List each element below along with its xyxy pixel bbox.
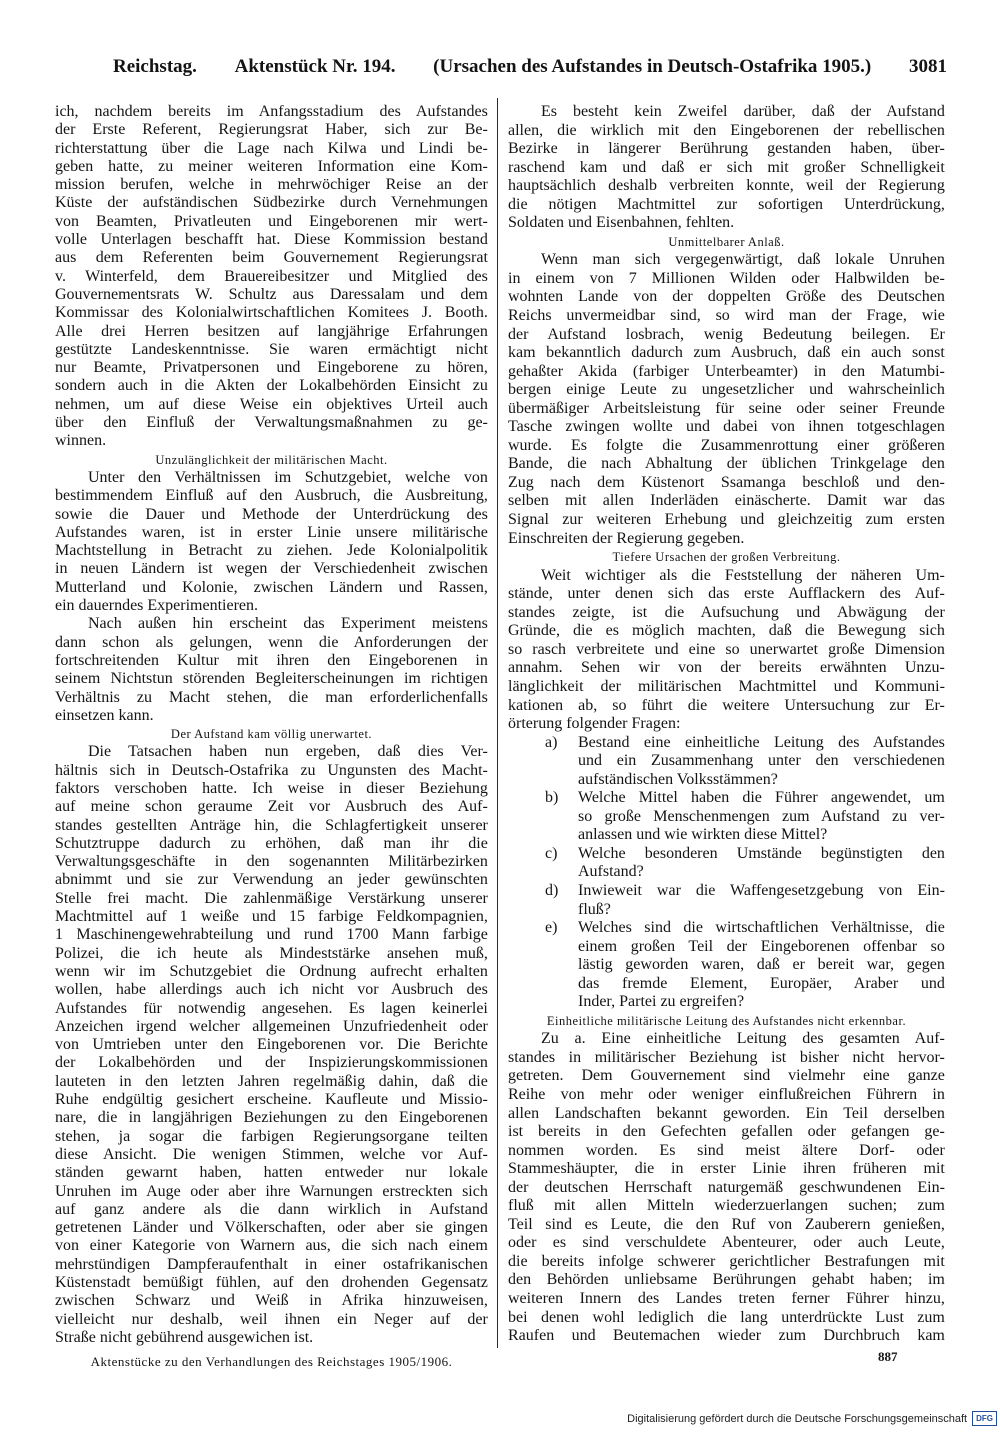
line-text: nommen worden. Es sind meist ältere Dorf- oder bbox=[508, 1141, 945, 1159]
section-heading: Einheitliche militärische Leitung des Aufstandes nicht erkennbar. bbox=[546, 1013, 907, 1028]
text-line bbox=[55, 798, 488, 816]
text-line bbox=[508, 938, 945, 957]
text-line bbox=[55, 1219, 488, 1237]
line-text: das fremde Element, Europäer, Araber und bbox=[578, 974, 945, 992]
line-text: Alle drei Herren besitzen auf langjährige Erfahrungen bbox=[55, 322, 488, 340]
text-line bbox=[508, 789, 945, 808]
text-line bbox=[508, 418, 945, 437]
running-title: Reichstag. bbox=[113, 56, 197, 77]
line-text: Zu a. Eine einheitliche Leitung des gesamten Auf- bbox=[541, 1030, 945, 1048]
text-line bbox=[55, 981, 488, 999]
running-header bbox=[113, 54, 947, 80]
line-text: sondern auch in die Akten der Lokalbehörden Einsicht zu bbox=[55, 377, 488, 395]
line-text: Nach außen hin erscheint das Experiment meistens bbox=[88, 615, 488, 633]
text-line bbox=[55, 506, 488, 524]
line-text: volle Unterlagen beschafft hat. Diese Kommission bestand bbox=[55, 231, 488, 249]
line-text: und ein Zusammenhang unter den verschiedenen bbox=[578, 752, 945, 770]
text-line bbox=[508, 307, 945, 326]
text-line bbox=[55, 1091, 488, 1109]
text-line bbox=[55, 1329, 488, 1347]
text-line bbox=[508, 956, 945, 975]
line-text: einsetzen kann. bbox=[55, 706, 154, 724]
text-line bbox=[508, 492, 945, 511]
text-line bbox=[55, 835, 488, 853]
text-line bbox=[508, 1197, 945, 1216]
text-line bbox=[508, 1327, 945, 1346]
document-number: Aktenstück Nr. 194. bbox=[234, 56, 396, 77]
text-line bbox=[55, 323, 488, 341]
line-text: so große Menschenmengen zum Aufstand zu ver- bbox=[578, 807, 945, 825]
line-text: Schutztruppe dadurch zu erhöhen, daß man ihr die bbox=[55, 834, 488, 852]
line-text: Reichs unvermeidbar sind, so wird man der Frage, wie bbox=[508, 307, 945, 325]
text-line bbox=[55, 1109, 488, 1127]
text-line bbox=[508, 400, 945, 419]
text-line bbox=[55, 963, 488, 981]
line-text: länglichkeit der militärischen Machtmittel und Kommuni- bbox=[508, 677, 945, 695]
line-text: bei denen wohl lediglich die lang unterdrückte Lust zum bbox=[508, 1308, 945, 1326]
line-text: getreten. Dem Gouvernement sind vielmehr eine ganze bbox=[508, 1067, 945, 1085]
text-line bbox=[55, 1054, 488, 1072]
text-line bbox=[55, 853, 488, 871]
line-text: kam bekanntlich dadurch zum Ausbruch, daß ein auch sonst bbox=[508, 344, 945, 362]
line-text: stehen, ja sogar die farbigen Regierungsorgane teilten bbox=[55, 1127, 488, 1145]
digitization-credit bbox=[627, 1411, 997, 1426]
text-line bbox=[508, 734, 945, 753]
text-line bbox=[55, 743, 488, 761]
line-text: faktors verschoben hatte. Ich weise in dieser Beziehung bbox=[55, 779, 488, 797]
text-line bbox=[55, 176, 488, 194]
text-line bbox=[55, 597, 488, 615]
line-text: abnimmt und sie zur Verwendung an jeder gewünschten bbox=[55, 871, 488, 889]
text-line bbox=[508, 511, 945, 530]
text-line bbox=[508, 752, 945, 771]
line-text: kationen ab, so führt die weitere Untersuchung zur Er- bbox=[508, 696, 945, 714]
column-divider bbox=[497, 98, 498, 1348]
text-line bbox=[508, 1105, 945, 1124]
text-line bbox=[55, 670, 488, 688]
paragraph bbox=[55, 469, 488, 615]
line-text: lästig geworden waren, daß er bereit war, gegen bbox=[578, 956, 945, 974]
text-line bbox=[55, 908, 488, 926]
line-text: Anzeichen irgend welcher allgemeinen Unzufriedenheit oder bbox=[55, 1017, 488, 1035]
line-text: bestimmendem Einfluß auf den Ausbruch, die Ausbreitung, bbox=[55, 487, 488, 505]
line-text: Inwieweit war die Waffengesetzgebung von Ein- bbox=[578, 881, 945, 899]
text-line bbox=[55, 432, 488, 450]
text-line bbox=[55, 1018, 488, 1036]
question-label: b) bbox=[545, 789, 559, 807]
question-item bbox=[508, 919, 945, 1012]
line-text: nehmen, um auf diese Weise ein objektives Urteil auch bbox=[55, 395, 488, 413]
text-line bbox=[508, 214, 945, 233]
line-text: Raufen und Beutemachen wieder zum Durchbruch kam bbox=[508, 1327, 945, 1345]
text-line bbox=[508, 715, 945, 734]
line-text: Machtstellung in Betracht zu ziehen. Jede Kolonialpolitik bbox=[55, 542, 488, 560]
text-line bbox=[508, 808, 945, 827]
footer-imprint: Aktenstücke zu den Verhandlungen des Reichstages 1905/1906. bbox=[90, 1354, 453, 1369]
paragraph bbox=[55, 615, 488, 725]
text-line bbox=[508, 140, 945, 159]
line-text: Aufstand? bbox=[578, 863, 644, 881]
section-heading: Der Aufstand kam völlig unerwartet. bbox=[170, 727, 373, 742]
line-text: Welche besonderen Umstände begünstigten den bbox=[578, 844, 945, 862]
line-text: Bestand eine einheitliche Leitung des Aufstandes bbox=[578, 733, 945, 751]
text-line bbox=[508, 1234, 945, 1253]
text-line bbox=[55, 268, 488, 286]
line-text: mission berufen, welche in mehrwöchiger Reise an der bbox=[55, 176, 488, 194]
text-line bbox=[55, 707, 488, 725]
text-line bbox=[55, 1128, 488, 1146]
text-line bbox=[55, 817, 488, 835]
line-text: getretenen Länder und Völkerschaften, oder aber sie gingen bbox=[55, 1219, 488, 1237]
line-text: übermäßiger Arbeitsleistung für seine oder seiner Freunde bbox=[508, 399, 945, 417]
line-text: diese Ansicht. Die wenigen Stimmen, welche vor Auf- bbox=[55, 1145, 488, 1163]
line-text: von einer Kategorie von Warnern aus, die sich nach einem bbox=[55, 1237, 488, 1255]
page-number: 3081 bbox=[908, 56, 947, 77]
text-line bbox=[508, 326, 945, 345]
text-line bbox=[508, 604, 945, 623]
text-line bbox=[55, 286, 488, 304]
line-text: Aufstandes für notwendig angesehen. Es lagen keinerlei bbox=[55, 999, 488, 1017]
line-text: Stelle frei macht. Die zahlenmäßige Verstärkung unserer bbox=[55, 889, 488, 907]
line-text: ich, nachdem bereits im Anfangsstadium des Aufstandes bbox=[55, 103, 488, 120]
text-line bbox=[508, 122, 945, 141]
question-item bbox=[508, 845, 945, 882]
line-text: ist bereits in den Gefechten gefallen oder gefangen ge- bbox=[508, 1123, 945, 1141]
text-line bbox=[55, 1311, 488, 1329]
line-text: standes zeigte, ist die Aufsuchung und Abwägung der bbox=[508, 603, 945, 621]
text-line bbox=[508, 622, 945, 641]
text-line bbox=[55, 231, 488, 249]
left-column bbox=[55, 103, 488, 1347]
line-text: Unruhen im Auge oder aber ihre Warnungen erstreckten sich bbox=[55, 1182, 488, 1200]
line-text: der Lokalbehörden und der Inspizierungskommissionen bbox=[55, 1054, 488, 1072]
line-text: in neuen Ländern ist wegen der Verschiedenheit zwischen bbox=[55, 560, 488, 578]
line-text: Polizei, die ich heute als Mindeststärke ansehen muß, bbox=[55, 944, 488, 962]
paragraph bbox=[508, 103, 945, 233]
section-heading: Unmittelbarer Anlaß. bbox=[668, 234, 785, 249]
text-line bbox=[508, 159, 945, 178]
line-text: Es besteht kein Zweifel darüber, daß der Aufstand bbox=[541, 103, 945, 120]
text-line bbox=[508, 901, 945, 920]
text-line bbox=[508, 1253, 945, 1272]
text-line bbox=[508, 993, 945, 1012]
text-line bbox=[55, 579, 488, 597]
text-line bbox=[508, 863, 945, 882]
line-text: Soldaten und Eisenbahnen, fehlten. bbox=[508, 214, 735, 232]
line-text: Bande, die nach Abhaltung der üblichen Trinkgelage den bbox=[508, 455, 945, 473]
text-line bbox=[55, 780, 488, 798]
line-text: lauteten in den letzten Jahren regelmäßig dahin, daß die bbox=[55, 1072, 488, 1090]
question-label: a) bbox=[545, 733, 558, 751]
line-text: vielleicht nur deshalb, weil ihnen ein Neger auf der bbox=[55, 1310, 488, 1328]
text-line bbox=[508, 344, 945, 363]
line-text: Gründe, die es möglich machten, daß die Bewegung sich bbox=[508, 622, 945, 640]
line-text: Inder, Partei zu ergreifen? bbox=[578, 993, 745, 1011]
line-text: einem großen Teil der Eingeborenen offenbar so bbox=[578, 937, 945, 955]
line-text: der deutschen Herrschaft naturgemäß geschwundenen Ein- bbox=[508, 1178, 945, 1196]
text-line bbox=[508, 270, 945, 289]
line-text: wurde. Es folgte die Zusammenrottung einer größeren bbox=[508, 436, 945, 454]
text-line bbox=[508, 771, 945, 790]
line-text: wollen, habe allerdings auch ich nicht vor Ausbruch des bbox=[55, 981, 488, 999]
line-text: Mutterland und Kolonie, zwischen Ländern und Rassen, bbox=[55, 578, 488, 596]
line-text: richterstattung über die Lage nach Kilwa und Lindi be- bbox=[55, 139, 488, 157]
text-line bbox=[55, 1274, 488, 1292]
line-text: Verwaltungsgeschäfte in den sogenannten Militärbezirken bbox=[55, 853, 488, 871]
question-label: e) bbox=[545, 919, 558, 937]
text-line bbox=[508, 697, 945, 716]
paragraph bbox=[508, 1030, 945, 1345]
line-text: Welche Mittel haben die Führer angewendet, um bbox=[578, 789, 945, 807]
line-text: den Behörden unliebsame Berührungen gehabt haben; im bbox=[508, 1271, 945, 1289]
text-line bbox=[55, 945, 488, 963]
text-line bbox=[55, 871, 488, 889]
text-line bbox=[55, 1146, 488, 1164]
text-line bbox=[55, 213, 488, 231]
line-text: von Umtrieben unter den Eingeborenen vor. Die Berichte bbox=[55, 1036, 488, 1054]
line-text: v. Winterfeld, dem Brauereibesitzer und Mitglied des bbox=[55, 267, 488, 285]
line-text: weiteren Innern des Landes treten ferner Führer hinzu, bbox=[508, 1290, 945, 1307]
text-line bbox=[508, 1049, 945, 1068]
text-line bbox=[55, 121, 488, 139]
text-line bbox=[55, 140, 488, 158]
paragraph bbox=[55, 743, 488, 1347]
line-text: auf ganz andere als die dann wirklich in Aufstand bbox=[55, 1200, 488, 1218]
question-label: d) bbox=[545, 881, 559, 899]
text-line bbox=[55, 926, 488, 944]
text-line bbox=[508, 1030, 945, 1049]
question-item bbox=[508, 882, 945, 919]
text-line bbox=[55, 1201, 488, 1219]
text-line bbox=[55, 341, 488, 359]
text-line bbox=[508, 882, 945, 901]
text-line bbox=[508, 678, 945, 697]
text-line bbox=[508, 1271, 945, 1290]
text-line bbox=[508, 437, 945, 456]
text-line bbox=[508, 845, 945, 864]
line-text: über den Einfluß der Verwaltungsmaßnahmen zu ge- bbox=[55, 414, 488, 432]
line-text: aufständischen Volksstämmen? bbox=[578, 770, 778, 788]
text-line bbox=[508, 1067, 945, 1086]
text-line bbox=[55, 487, 488, 505]
line-text: Welches sind die wirtschaftlichen Verhältnisse, die bbox=[578, 919, 945, 937]
line-text: Reihe von mehr oder weniger einflußreichen Führern in bbox=[508, 1085, 945, 1103]
text-line bbox=[55, 634, 488, 652]
text-line bbox=[55, 762, 488, 780]
question-list bbox=[508, 734, 945, 1012]
line-text: sowie die Dauer und Methode der Unterdrückung des bbox=[55, 505, 488, 523]
line-text: Tasche zwingen wollte und dabei von ihnen totgeschlagen bbox=[508, 418, 945, 436]
line-text: nur Beamte, Privatpersonen und Eingeborene zu hören, bbox=[55, 359, 488, 377]
question-item bbox=[508, 789, 945, 845]
line-text: Zug nach dem Küstenort Ssamanga beschloß und den- bbox=[508, 473, 945, 491]
text-line bbox=[55, 194, 488, 212]
line-text: allen Landschaften bekannt geworden. Ein Teil derselben bbox=[508, 1104, 945, 1122]
question-label: c) bbox=[545, 844, 558, 862]
text-line bbox=[508, 363, 945, 382]
line-text: ein dauerndes Experimentieren. bbox=[55, 597, 259, 615]
line-text: Unter den Verhältnissen im Schutzgebiet, welche von bbox=[88, 468, 488, 486]
text-line bbox=[508, 659, 945, 678]
text-line bbox=[508, 975, 945, 994]
line-text: wenn wir im Schutzgebiet die Ordnung aufrecht erhalten bbox=[55, 962, 488, 980]
text-line bbox=[55, 890, 488, 908]
line-text: annahm. Sehen wir von der bereits erwähnten Unzu- bbox=[508, 659, 945, 677]
line-text: gestützte Landeskenntnisse. Sie waren ermächtigt nicht bbox=[55, 340, 488, 358]
line-text: selben mit allen Inderläden einäscherte. Damit war das bbox=[508, 492, 945, 510]
line-text: ständen gewarnt haben, hatten entweder nur lokale bbox=[55, 1164, 488, 1182]
line-text: Signal zur weiteren Erhebung und gleichzeitig zum ersten bbox=[508, 511, 945, 529]
text-line bbox=[508, 1086, 945, 1105]
text-line bbox=[55, 469, 488, 487]
line-text: örterung folgender Fragen: bbox=[508, 715, 681, 733]
text-line bbox=[508, 177, 945, 196]
paragraph bbox=[55, 103, 488, 451]
question-item bbox=[508, 734, 945, 790]
text-line bbox=[55, 377, 488, 395]
text-line bbox=[55, 524, 488, 542]
line-text: Bezirke in längerer Berührung gestanden haben, über- bbox=[508, 140, 945, 158]
text-line bbox=[508, 1216, 945, 1235]
text-line bbox=[508, 530, 945, 549]
sheet-number: 887 bbox=[878, 1349, 898, 1364]
line-text: 1 Maschinengewehrabteilung und rund 1700 Mann farbige bbox=[55, 926, 488, 944]
text-line bbox=[55, 304, 488, 322]
paragraph bbox=[508, 251, 945, 548]
line-text: oder es sind verschuldete Abenteurer, oder auch Leute, bbox=[508, 1234, 945, 1252]
text-line bbox=[55, 1164, 488, 1182]
line-text: allen, die wirklich mit den Eingeborenen der rebellischen bbox=[508, 121, 945, 139]
text-line bbox=[508, 455, 945, 474]
line-text: von Beamten, Privatleuten und Eingeborenen mir wert- bbox=[55, 212, 488, 230]
text-line bbox=[55, 615, 488, 633]
line-text: Weit wichtiger als die Feststellung der näheren Um- bbox=[541, 566, 945, 584]
line-text: Kommissar des Kolonialwirtschaftlichen Komitees J. Booth. bbox=[55, 304, 488, 322]
line-text: Straße nicht gebührend ausgewichen ist. bbox=[55, 1328, 314, 1346]
paragraph bbox=[508, 567, 945, 734]
text-line bbox=[508, 474, 945, 493]
line-text: Teil sind es Leute, die den Ruf von Zauberern genießen, bbox=[508, 1215, 945, 1233]
line-text: standes in militärischer Beziehung ist bisher nicht hervor- bbox=[508, 1048, 945, 1066]
line-text: auf meine schon geraume Zeit vor Ausbruch des Auf- bbox=[55, 798, 488, 816]
text-line bbox=[55, 1237, 488, 1255]
line-text: Ruhe endgültig gesichert erscheine. Kaufleute und Missio- bbox=[55, 1091, 488, 1109]
line-text: fortschreitenden Kultur mit ihren den Eingeborenen in bbox=[55, 651, 488, 669]
line-text: Einschreiten der Regierung gegeben. bbox=[508, 529, 745, 547]
text-line bbox=[55, 249, 488, 267]
text-line bbox=[508, 567, 945, 586]
text-line bbox=[55, 542, 488, 560]
line-text: Küstenstadt bemüßigt fühlen, auf den drohenden Gegensatz bbox=[55, 1274, 488, 1291]
line-text: anlassen und wie wirkten diese Mittel? bbox=[578, 826, 828, 844]
text-line bbox=[55, 103, 488, 121]
line-text: hauptsächlich deshalb verbreiten konnte, weil der Regierung bbox=[508, 177, 945, 195]
line-text: fluß mit allen Mitteln wiederzuerlangen suchen; zum bbox=[508, 1197, 945, 1215]
text-line bbox=[508, 381, 945, 400]
line-text: winnen. bbox=[55, 432, 107, 450]
line-text: zwischen Schwarz und Weiß in Afrika hinzuweisen, bbox=[55, 1292, 488, 1310]
text-line bbox=[508, 288, 945, 307]
line-text: Gouvernementsrats W. Schultz aus Daressalam und dem bbox=[55, 285, 488, 303]
text-line bbox=[508, 1142, 945, 1161]
line-text: geben hatte, zu meiner weiteren Information eine Kom- bbox=[55, 157, 488, 175]
text-line bbox=[508, 585, 945, 604]
text-line bbox=[508, 196, 945, 215]
text-line bbox=[55, 560, 488, 578]
text-line bbox=[55, 1256, 488, 1274]
text-line bbox=[55, 359, 488, 377]
text-line bbox=[508, 919, 945, 938]
line-text: raschend kam und daß er sich mit großer Schnelligkeit bbox=[508, 158, 945, 176]
text-line bbox=[508, 641, 945, 660]
line-text: nare, die in langjährigen Beziehungen zu den Eingeborenen bbox=[55, 1109, 488, 1127]
line-text: Die Tatsachen haben nun ergeben, daß dies Ver- bbox=[88, 743, 488, 761]
text-line bbox=[55, 396, 488, 414]
line-text: bergen einige Leute zu ungesetzlicher und wahrscheinlich bbox=[508, 381, 945, 399]
section-heading: Unzulänglichkeit der militärischen Macht. bbox=[155, 452, 388, 467]
text-line bbox=[55, 1000, 488, 1018]
line-text: aus dem Referenten beim Gouvernement Regierungsrat bbox=[55, 249, 488, 267]
text-line bbox=[508, 1160, 945, 1179]
line-text: standes gestellten Anträge hin, die Schlagfertigkeit unserer bbox=[55, 816, 488, 834]
text-line bbox=[55, 1292, 488, 1310]
line-text: Machtmittel auf 1 weiße und 15 farbige Feldkompagnien, bbox=[55, 908, 488, 926]
text-line bbox=[55, 1073, 488, 1091]
line-text: in einem von 7 Millionen Wilden oder Halbwilden be- bbox=[508, 269, 945, 287]
line-text: dann schon als gelungen, wenn die Anforderungen der bbox=[55, 633, 488, 651]
text-line bbox=[508, 103, 945, 122]
line-text: mehrstündigen Dampferaufenthalt in einer ostafrikanischen bbox=[55, 1255, 488, 1273]
line-text: die bereits infolge schwerer gerichtlicher Bestrafungen mit bbox=[508, 1252, 945, 1270]
text-line bbox=[55, 1036, 488, 1054]
text-line bbox=[55, 652, 488, 670]
text-line bbox=[508, 251, 945, 270]
credit-text: Digitalisierung gefördert durch die Deutsche Forschungsgemeinschaft bbox=[627, 1412, 968, 1425]
line-text: gehaßter Akida (farbiger Unterbeamter) in den Matumbi- bbox=[508, 362, 945, 380]
text-line bbox=[508, 1309, 945, 1328]
text-line bbox=[508, 1123, 945, 1142]
text-line bbox=[55, 689, 488, 707]
text-line bbox=[55, 158, 488, 176]
line-text: so rasch verbreitete und eine so unerwartet große Dimension bbox=[508, 640, 945, 658]
line-text: Stammeshäupter, die in erster Linie ihren früheren mit bbox=[508, 1160, 945, 1178]
line-text: hältnis sich in Deutsch-Ostafrika zu Ungunsten des Macht- bbox=[55, 761, 488, 779]
line-text: Verhältnis zu Macht stehen, die man erforderlichenfalls bbox=[55, 688, 488, 706]
line-text: seinem Nichtstun störenden Begleiterscheinungen im richtigen bbox=[55, 670, 488, 688]
section-heading: Tiefere Ursachen der großen Verbreitung. bbox=[612, 550, 841, 565]
text-line bbox=[55, 1183, 488, 1201]
text-line bbox=[55, 414, 488, 432]
text-line bbox=[508, 1179, 945, 1198]
line-text: Aufstandes waren, ist in erster Linie unsere militärische bbox=[55, 523, 488, 541]
line-text: Wenn man sich vergegenwärtigt, daß lokale Unruhen bbox=[541, 251, 945, 269]
line-text: der Erste Referent, Regierungsrat Haber, sich zur Be- bbox=[55, 121, 488, 139]
line-text: stände, unter denen sich das erste Aufflackern des Auf- bbox=[508, 585, 945, 603]
text-line bbox=[508, 826, 945, 845]
right-column bbox=[508, 103, 945, 1346]
document-subject: (Ursachen des Aufstandes in Deutsch-Ostafrika 1905.) bbox=[433, 56, 872, 77]
dfg-logo: DFG bbox=[972, 1411, 997, 1426]
text-line bbox=[508, 1290, 945, 1309]
line-text: fluß? bbox=[578, 900, 611, 918]
line-text: wohnten Lande von der doppelten Größe des Deutschen bbox=[508, 288, 945, 306]
line-text: die nötigen Machtmittel zur sofortigen Unterdrückung, bbox=[508, 195, 945, 213]
line-text: der Aufstand losbrach, wenig Bedeutung beilegen. Er bbox=[508, 325, 945, 343]
line-text: Küste der aufständischen Südbezirke durch Vernehmungen bbox=[55, 194, 488, 212]
